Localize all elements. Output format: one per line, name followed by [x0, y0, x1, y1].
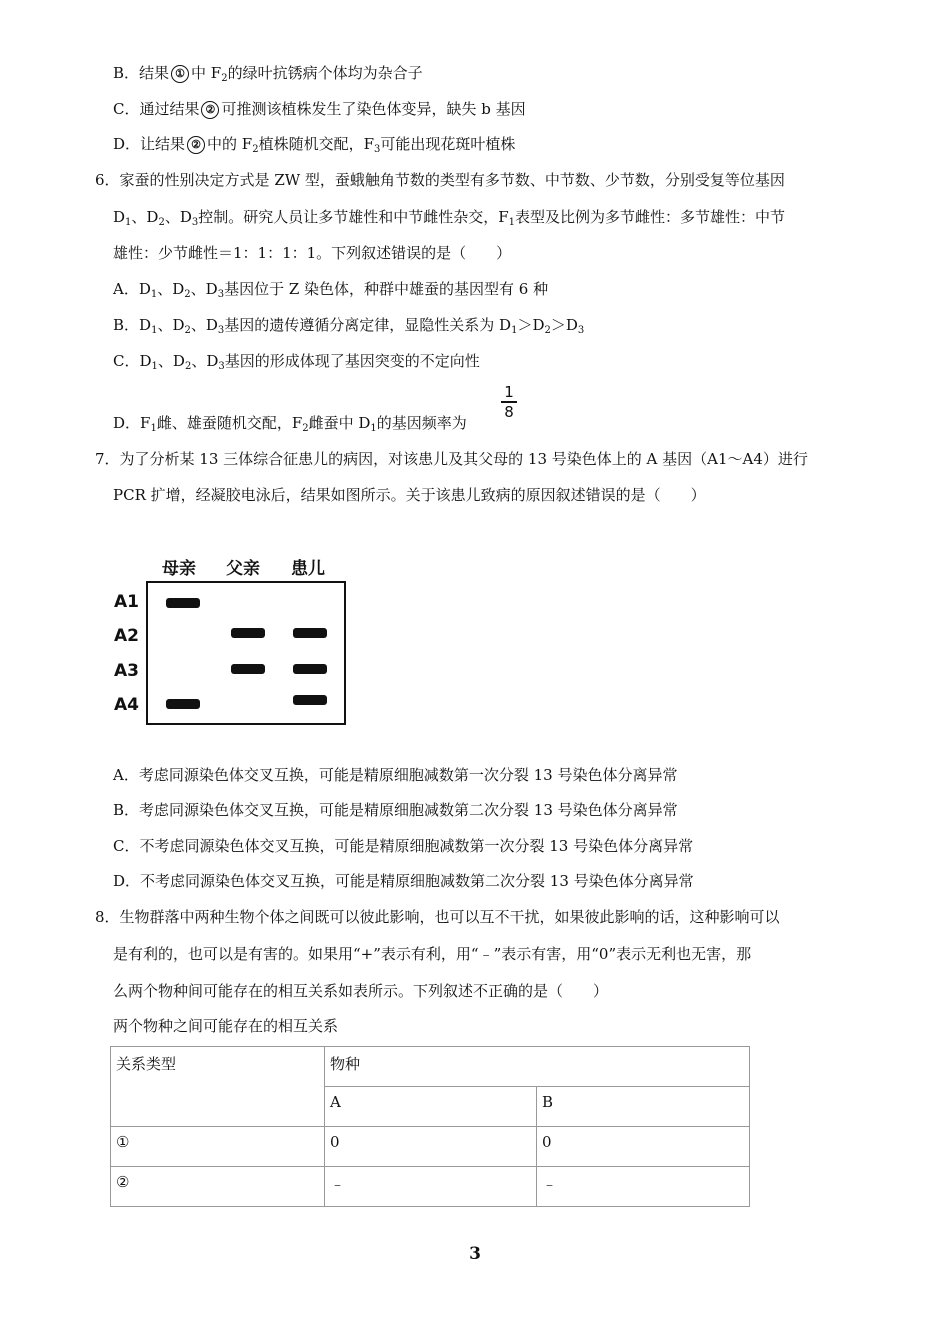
gel-row-a4: A4 [114, 695, 139, 715]
gel-electrophoresis-figure [110, 548, 360, 733]
q8-stem-line2: 是有利的，也可以是有害的。如果用“+”表示有利，用“﹣”表示有害，用“0”表示无利也无害，那 [113, 945, 752, 963]
relationship-table [110, 1046, 750, 1207]
page-number: 3 [469, 1244, 481, 1264]
gel-band-father-a2 [231, 628, 265, 638]
q7-stem-line1: 7．为了分析某 13 三体综合征患儿的病因，对该患儿及其父母的 13 号染色体上的 A 基因（A1～A4）进行 [95, 450, 808, 468]
gel-band-child-a4 [293, 695, 327, 705]
table-header-relation-type: 关系类型 [111, 1047, 325, 1127]
q6-stem-line3: 雄性：少节雌性＝1：1：1：1。下列叙述错误的是（ ） [113, 244, 512, 262]
table-row [111, 1167, 750, 1207]
table-cell-b: 0 [537, 1127, 750, 1167]
table-row [111, 1127, 750, 1167]
gel-column-child: 患儿 [291, 559, 325, 579]
q8-stem-line3: 么两个物种间可能存在的相互关系如表所示。下列叙述不正确的是（ ） [113, 982, 609, 1000]
table-header-species: 物种 [325, 1047, 750, 1087]
gel-column-father: 父亲 [226, 559, 260, 579]
fraction-numerator: 1 [504, 383, 514, 401]
q6-option-a: A．$D_1$、$D_2$、$D_3$基因位于 Z 染色体，种群中雄蚕的基因型有 6 种 [113, 280, 549, 300]
q7-stem-line2: PCR 扩增，经凝胶电泳后，结果如图所示。关于该患儿致病的原因叙述错误的是（ ） [113, 486, 706, 504]
table-cell-type: ② [111, 1167, 325, 1207]
q5-option-c: C．通过结果 ② 可推测该植株发生了染色体变异，缺失 b 基因 [113, 100, 526, 118]
gel-row-a2: A2 [114, 626, 139, 646]
q8-stem-line1: 8．生物群落中两种生物个体之间既可以彼此影响，也可以互不干扰，如果彼此影响的话，这种影响可以 [95, 908, 780, 926]
table-cell-type: ① [111, 1127, 325, 1167]
q6-stem-line1: 6．家蚕的性别决定方式是 ZW 型，蚕蛾触角节数的类型有多节数、中节数、少节数，分别受复等位基因 [95, 171, 785, 189]
gel-row-a1: A1 [114, 592, 139, 612]
table-cell-a: ﹣ [325, 1167, 537, 1207]
table-cell-a: 0 [325, 1127, 537, 1167]
q6-option-d: D．$F_1$雌、雄蚕随机交配，$F_2$雌蚕中 $D_1$的基因频率为 [113, 414, 467, 434]
table-cell-b: ﹣ [537, 1167, 750, 1207]
gel-band-mother-a1 [166, 598, 200, 608]
q7-option-d: D．不考虑同源染色体交叉互换，可能是精原细胞减数第二次分裂 13 号染色体分离异常 [113, 872, 694, 890]
gel-row-a3: A3 [114, 661, 139, 681]
q7-option-b: B．考虑同源染色体交叉互换，可能是精原细胞减数第二次分裂 13 号染色体分离异常 [113, 801, 678, 819]
q5-option-b: B．结果 ① 中 $F_2$的绿叶抗锈病个体均为杂合子 [113, 64, 423, 84]
table-caption: 两个物种之间可能存在的相互关系 [113, 1017, 339, 1035]
gel-band-mother-a4 [166, 699, 200, 709]
q7-option-a: A．考虑同源染色体交叉互换，可能是精原细胞减数第一次分裂 13 号染色体分离异常 [113, 766, 678, 784]
q5-option-d: D．让结果 ② 中的 $F_2$植株随机交配，$F_3$可能出现花斑叶植株 [113, 135, 516, 155]
gel-band-child-a3 [293, 664, 327, 674]
q6-option-b: B．$D_1$、$D_2$、$D_3$基因的遗传遵循分离定律，显隐性关系为 $D_1>D_2>D_3$ [113, 316, 585, 336]
gel-band-father-a3 [231, 664, 265, 674]
gel-column-mother: 母亲 [162, 559, 196, 579]
q6-stem-line2: $D_1$、$D_2$、$D_3$控制。研究人员让多节雄性和中节雌性杂交，$F_1$表型及比例为多节雌性：多节雄性：中节 [113, 208, 786, 228]
table-header-a: A [325, 1087, 537, 1127]
q7-option-c: C．不考虑同源染色体交叉互换，可能是精原细胞减数第一次分裂 13 号染色体分离异常 [113, 837, 694, 855]
table-header-b: B [537, 1087, 750, 1127]
fraction-denominator: 8 [504, 402, 514, 421]
q6-option-c: C．$D_1$、$D_2$、$D_3$基因的形成体现了基因突变的不定向性 [113, 352, 480, 372]
fraction-one-eighth [499, 384, 519, 420]
gel-band-child-a2 [293, 628, 327, 638]
